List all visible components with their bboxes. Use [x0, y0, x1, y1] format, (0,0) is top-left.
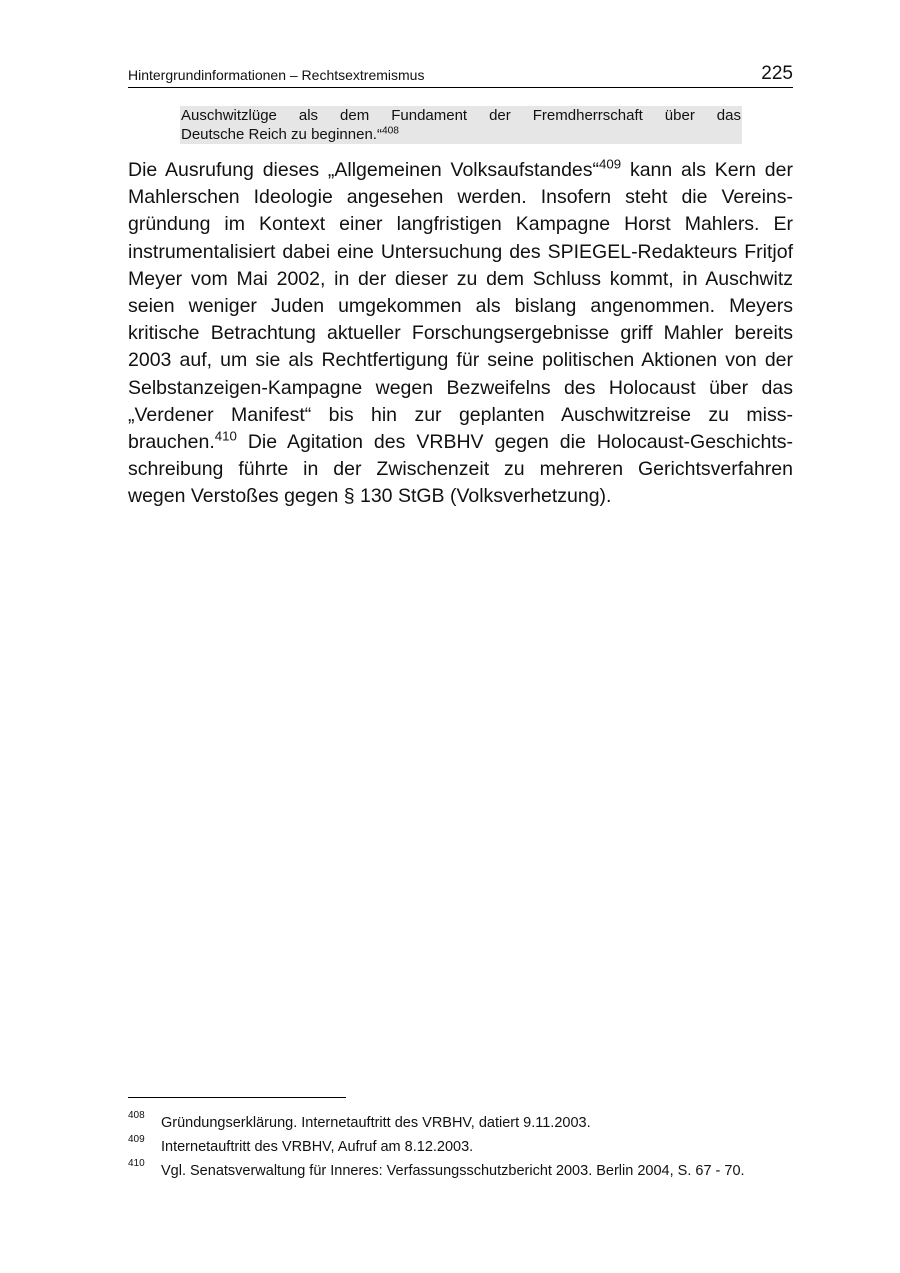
body-line: schreibung führte in der Zwischenzeit zu mehreren Gerichtsverfahren	[128, 458, 793, 481]
body-line: Selbstanzeigen-Kampagne wegen Bezweifelns des Holocaust über das	[128, 376, 793, 399]
body-text: Die Ausrufung dieses „Allgemeinen Volksaufstandes“	[128, 159, 600, 181]
footnote-separator	[128, 1097, 346, 1098]
body-line: Mahlerschen Ideologie angesehen werden. Insofern steht die Vereins-	[128, 186, 793, 209]
footnote-text: Gründungserklärung. Internetauftritt des VRBHV, datiert 9.11.2003.	[161, 1115, 591, 1131]
block-quote	[180, 106, 742, 144]
body-text: kann als Kern der	[621, 159, 793, 181]
body-line: Meyer vom Mai 2002, in der dieser zu dem Schluss kommt, in Auschwitz	[128, 267, 793, 290]
running-title: Hintergrundinformationen – Rechtsextremismus	[128, 67, 425, 83]
body-line: 2003 auf, um sie als Rechtfertigung für seine politischen Aktionen von der	[128, 349, 793, 372]
body-text: brauchen.	[128, 431, 215, 454]
body-line	[128, 429, 793, 456]
page-number: 225	[761, 63, 793, 84]
footnote	[128, 1134, 793, 1155]
quote-line: Auschwitzlüge als dem Fundament der Fremdherrschaft über das	[181, 107, 741, 124]
footnotes	[128, 1110, 793, 1185]
body-line: gründung im Kontext einer langfristigen Kampagne Horst Mahlers. Er	[128, 213, 793, 236]
body-paragraph	[128, 157, 793, 511]
footnote	[128, 1158, 793, 1179]
footnote-ref[interactable]: 408	[381, 125, 399, 137]
body-line: „Verdener Manifest“ bis hin zur geplanten Auschwitzreise zu miss-	[128, 403, 793, 426]
body-line: kritische Betrachtung aktueller Forschungsergebnisse griff Mahler bereits	[128, 322, 793, 345]
quote-text: Deutsche Reich zu beginnen.“	[181, 126, 382, 143]
body-line	[128, 157, 793, 184]
page-header	[128, 60, 793, 88]
body-line: instrumentalisiert dabei eine Untersuchung des SPIEGEL-Redakteurs Fritjof	[128, 240, 793, 263]
footnote-ref[interactable]: 410	[214, 428, 237, 444]
body-line: wegen Verstoßes gegen § 130 StGB (Volksverhetzung).	[128, 485, 612, 508]
footnote-number: 410	[128, 1158, 145, 1169]
footnote-text: Internetauftritt des VRBHV, Aufruf am 8.12.2003.	[161, 1139, 474, 1155]
footnote-ref[interactable]: 409	[599, 156, 622, 172]
quote-line	[181, 125, 741, 144]
footnote	[128, 1110, 793, 1131]
body-text: Die Agitation des VRBHV gegen die Holocaust-Geschichts-	[236, 431, 793, 454]
body-line: seien weniger Juden umgekommen als bislang angenommen. Meyers	[128, 295, 793, 318]
footnote-number: 409	[128, 1134, 145, 1145]
footnote-text: Vgl. Senatsverwaltung für Inneres: Verfassungsschutzbericht 2003. Berlin 2004, S. 67 - 70.	[161, 1163, 745, 1179]
footnote-number: 408	[128, 1110, 145, 1121]
